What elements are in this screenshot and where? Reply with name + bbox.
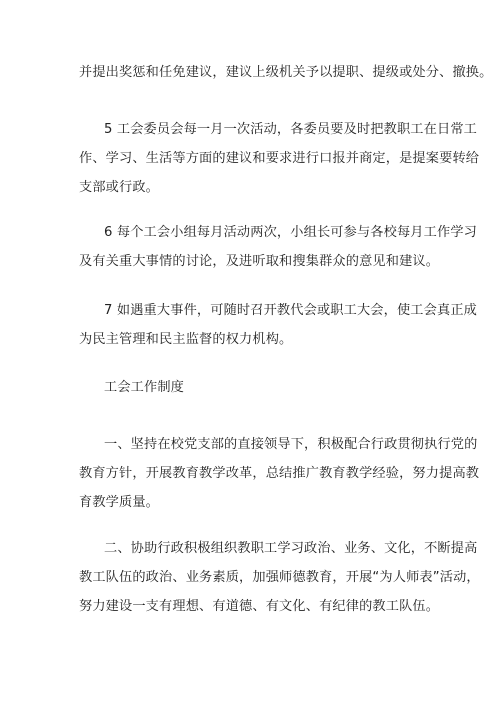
paragraph-1: [79, 58, 493, 87]
section-heading: [79, 373, 429, 402]
paragraph-line: 一、坚持在校党支部的直接领导下，积极配合行政贯彻执行党的: [104, 437, 478, 452]
paragraph-line: 育教学质量。: [79, 495, 160, 510]
paragraph-line: 7 如遇重大事件，可随时召开教代会或职工大会，使工会真正成: [104, 303, 477, 318]
paragraph-line: 教工队伍的政治、业务素质，加强师德教育，开展“为人师表”活动，: [79, 570, 480, 585]
paragraph-rule-2: [79, 534, 480, 621]
paragraph-line: 作、学习、生活等方面的建议和要求进行口报并商定，是提案要转给: [79, 151, 480, 166]
paragraph-line: 努力建设一支有理想、有道德、有文化、有纪律的教工队伍。: [79, 599, 440, 614]
paragraph-line: 教育方针，开展教育教学改革，总结推广教育教学经验，努力提高教: [79, 466, 480, 481]
paragraph-line: 并提出奖惩和任免建议，建议上级机关予以提职、提级或处分、撤换。: [79, 65, 493, 80]
paragraph-item-5: [79, 115, 480, 202]
paragraph-line: 6 每个工会小组每月活动两次，小组长可参与各校每月工作学习: [104, 225, 477, 240]
paragraph-rule-1: [79, 430, 480, 517]
section-heading-text: 工会工作制度: [104, 380, 185, 395]
paragraph-line: 为民主管理和民主监督的权力机构。: [79, 332, 293, 347]
paragraph-line: 及有关重大事情的讨论，及进听取和搜集群众的意见和建议。: [79, 254, 440, 269]
paragraph-item-6: [79, 218, 477, 276]
paragraph-item-7: [79, 296, 477, 354]
paragraph-line: 5 工会委员会每一月一次活动，各委员要及时把教职工在日常工: [104, 122, 477, 137]
paragraph-line: 支部或行政。: [79, 180, 160, 195]
paragraph-line: 二、协助行政积极组织教职工学习政治、业务、文化，不断提高: [104, 541, 478, 556]
